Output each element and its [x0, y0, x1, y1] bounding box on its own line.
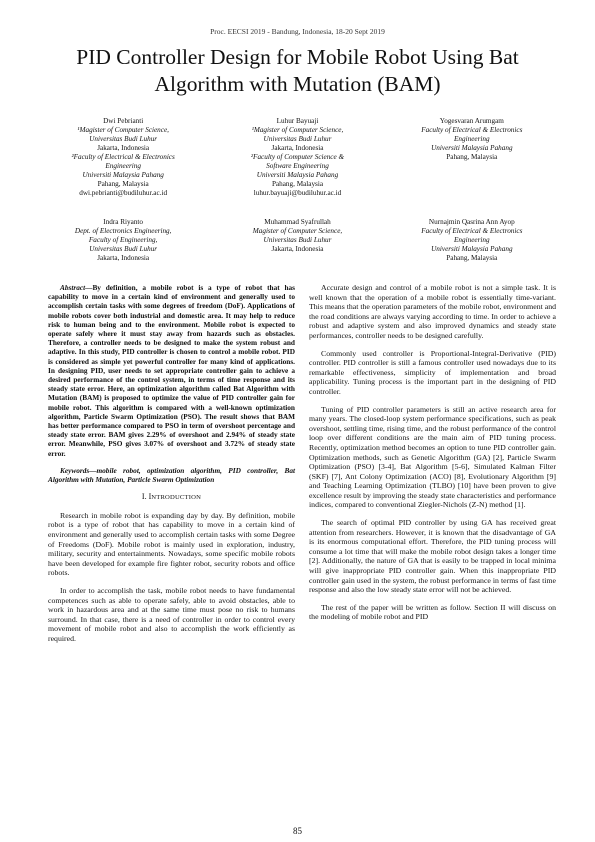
author-affiliation-line: Engineering [454, 135, 490, 143]
author-affiliation-line: Engineering [105, 162, 141, 170]
author-affiliation-line: Pahang, Malaysia [446, 153, 498, 161]
right-column [309, 283, 556, 630]
body-paragraph: Accurate design and control of a mobile robot is not a simple task. It is well known that the operation of a mobile robot is essentially time-variant. This means that the operation parameters of the mobile robot, environment and the road conditions are always varying according to time. In order to achieve a robust and adaptive system and also improved dynamics and steady state performances, controller needs to be designed carefully. [309, 283, 556, 340]
author-name: Muhammad Syafrullah [264, 218, 331, 226]
author-affiliation-line: Universitas Budi Luhur [89, 245, 158, 253]
author-affiliation-line: Software Engineering [266, 162, 329, 170]
author-name: Indra Riyanto [103, 218, 144, 226]
body-paragraph: The rest of the paper will be written as follow. Section II will discuss on the modeling of mobile robot and PID [309, 602, 556, 622]
author-affiliation-line: Universiti Malaysia Pahang [256, 171, 339, 179]
author-affiliation-line: Pahang, Malaysia [97, 180, 149, 188]
title-line-1: PID Controller Design for Mobile Robot Using Bat [76, 45, 519, 69]
abstract-text: —By definition, a mobile robot is a type of robot that has capability to move in a certain kind of environment and generally used to accomplish certain tasks with some degrees of freedom (DoF). Applications of mobile robots cover both industrial and domestic area. It may help to reduce risk to human being and to the environment. Mobile robot is expected to operate safely where it must stay away from hazards such as obstacles. Therefore, a controller needs to be designed to make the system robust and adaptive. In this study, PID controller is chosen to control a mobile robot. PID is considered as simple yet powerful controller for many kind of applications. In designing PID, user needs to set appropriate controller gain to achieve a desired performance of the control system, in terms of time response and its steady state error. Here, an optimization algorithm called Bat Algorithm with Mutation (BAM) is proposed to optimize the value of PID controller gain for mobile robot. This algorithm is compared with a well-known optimization algorithm, Particle Swarm Optimization (PSO). The result shows that BAM has better performance compared to PSO in term of overshoot percentage and steady state error. BAM gives 2.29% of overshoot and 2.94% of steady state error. Meanwhile, PSO gives 3.07% of overshoot and 3.72% of steady state error. [48, 283, 295, 458]
author-block [36, 218, 210, 263]
author-affiliation-line: Faculty of Electrical & Electronics [421, 126, 523, 134]
author-row-2 [36, 218, 559, 263]
author-affiliation-line: Jakarta, Indonesia [97, 144, 150, 152]
author-affiliation-line: Universiti Malaysia Pahang [431, 144, 513, 152]
author-affiliation-line: luhur.bayuaji@budiluhur.ac.id [253, 189, 342, 197]
author-affiliation-line: Pahang, Malaysia [271, 180, 324, 188]
author-affiliation-line: Universitas Budi Luhur [263, 135, 332, 143]
author-row-1 [36, 117, 559, 198]
section-title-first: I [148, 492, 152, 502]
author-affiliation-line: ²Faculty of Electrical & Electronics [71, 153, 175, 161]
left-column [48, 283, 295, 652]
author-affiliation-line: ²Faculty of Computer Science & [250, 153, 345, 161]
body-paragraph: The search of optimal PID controller by using GA has received great attention from researchers. However, it is known that the disadvantage of GA is its enormous computational effort. Therefore, the PID tuning process will consume a lot time that will make the mobile robot design takes a longer time [2]. Additionally, the nature of GA that is easily to be trapped in local minima will give inappropriate PID controller gain. When this inappropriate PID controller gain used in the system, the robust performance in terms of fast time response and also the low steady state error will not be achieved. [309, 518, 556, 595]
section-number: I. [141, 492, 147, 502]
author-name: Yogesvaran Arumgam [439, 117, 504, 125]
author-affiliation-line: ¹Magister of Computer Science, [77, 126, 169, 134]
section-heading-introduction [48, 492, 295, 503]
author-block [36, 117, 210, 198]
author-affiliation-line: Faculty of Engineering, [88, 236, 158, 244]
author-affiliation-line: Magister of Computer Science, [252, 227, 343, 235]
page-number: 85 [293, 826, 302, 836]
author-block [385, 218, 559, 263]
body-paragraph: Research in mobile robot is expanding day by day. By definition, mobile robot is a type of robot that has capability to move in a certain kind of environment and generally used to accomplish certain tasks with some Degree of Freedoms (DoF). Mobile robot is mainly used in exploration, industry, military, security and entertainments. Nowadays, some specific mobile robots have been developed for example fire fighter robot, security robots and office robots. [48, 510, 295, 578]
author-affiliation-line: Jakarta, Indonesia [271, 245, 324, 253]
body-paragraph: In order to accomplish the task, mobile robot needs to have fundamental competences such as able to operate safely, able to avoid obstacles, able to work in hazardous area and at the same time must pose no risk to humans surround. In that case, there is a need of controller in order to control every movement of mobile robot and also to accomplish the work efficiently as required. [48, 586, 295, 643]
left-body [48, 511, 295, 644]
author-affiliation-line: ¹Magister of Computer Science, [251, 126, 344, 134]
author-affiliation-line: Dept. of Electronics Engineering, [74, 227, 172, 235]
author-affiliation-line: Jakarta, Indonesia [271, 144, 324, 152]
body-paragraph: Commonly used controller is Proportional-Integral-Derivative (PID) controller. PID controller is still a famous controller used nowadays due to its remarkable effectiveness, simplicity of implementation and broad applicability. Tuning process is the important part in the designing of PID controller. [309, 348, 556, 396]
author-block [210, 117, 384, 198]
author-affiliation-line: Faculty of Electrical & Electronics [421, 227, 523, 235]
author-affiliation-line: Universiti Malaysia Pahang [431, 245, 513, 253]
author-affiliation-line: Engineering [454, 236, 490, 244]
body-paragraph: Tuning of PID controller parameters is still an active research area for many years. The closed-loop system performance specifications, such as peak overshoot, settling time, rising time, and the robust performance of the control loop over different conditions are the main aim of PID tuning process. Recently, optimization method becomes an option to tune PID controller gain. Optimization methods, such as Genetic Algorithm (GA) [2], Particle Swarm Optimization (PSO) [3-4], Bat Algorithm [5-6], Simulated Kalman Filter (SKF) [7], Ant Colony Optimization (ACO) [8], Evolutionary Algorithm [9] and Teaching Learning Optimization (TLBO) [10] have been proven to give excellence result by improving the steady state characteristics and performance indices, compared to conventional Ziegler-Nichols (Z-N) method [1]. [309, 404, 557, 510]
conference-header: Proc. EECSI 2019 - Bandung, Indonesia, 18-20 Sept 2019 [210, 27, 385, 36]
abstract [48, 283, 295, 458]
keywords: Keywords—mobile robot, optimization algorithm, PID controller, Bat Algorithm with Mutation, Particle Swarm Optimization [48, 465, 295, 485]
right-body [309, 283, 556, 622]
section-title-rest: NTRODUCTION [151, 494, 202, 502]
author-name: Dwi Pebrianti [103, 117, 144, 125]
author-affiliation-line: Universitas Budi Luhur [89, 135, 158, 143]
author-name: Luhur Bayuaji [276, 117, 319, 125]
author-affiliation-line: Universitas Budi Luhur [263, 236, 332, 244]
author-block [385, 117, 559, 198]
author-block [210, 218, 384, 263]
author-affiliation-line: dwi.pebrianti@budiluhur.ac.id [79, 189, 168, 197]
author-affiliation-line: Pahang, Malaysia [446, 254, 498, 262]
author-affiliation-line: Universiti Malaysia Pahang [82, 171, 164, 179]
author-affiliation-line: Jakarta, Indonesia [97, 254, 150, 262]
abstract-lead: Abstract [60, 283, 86, 292]
paper-title [40, 44, 555, 98]
title-line-2: Algorithm with Mutation (BAM) [154, 72, 441, 96]
author-name: Nurnajmin Qasrina Ann Ayop [428, 218, 515, 226]
